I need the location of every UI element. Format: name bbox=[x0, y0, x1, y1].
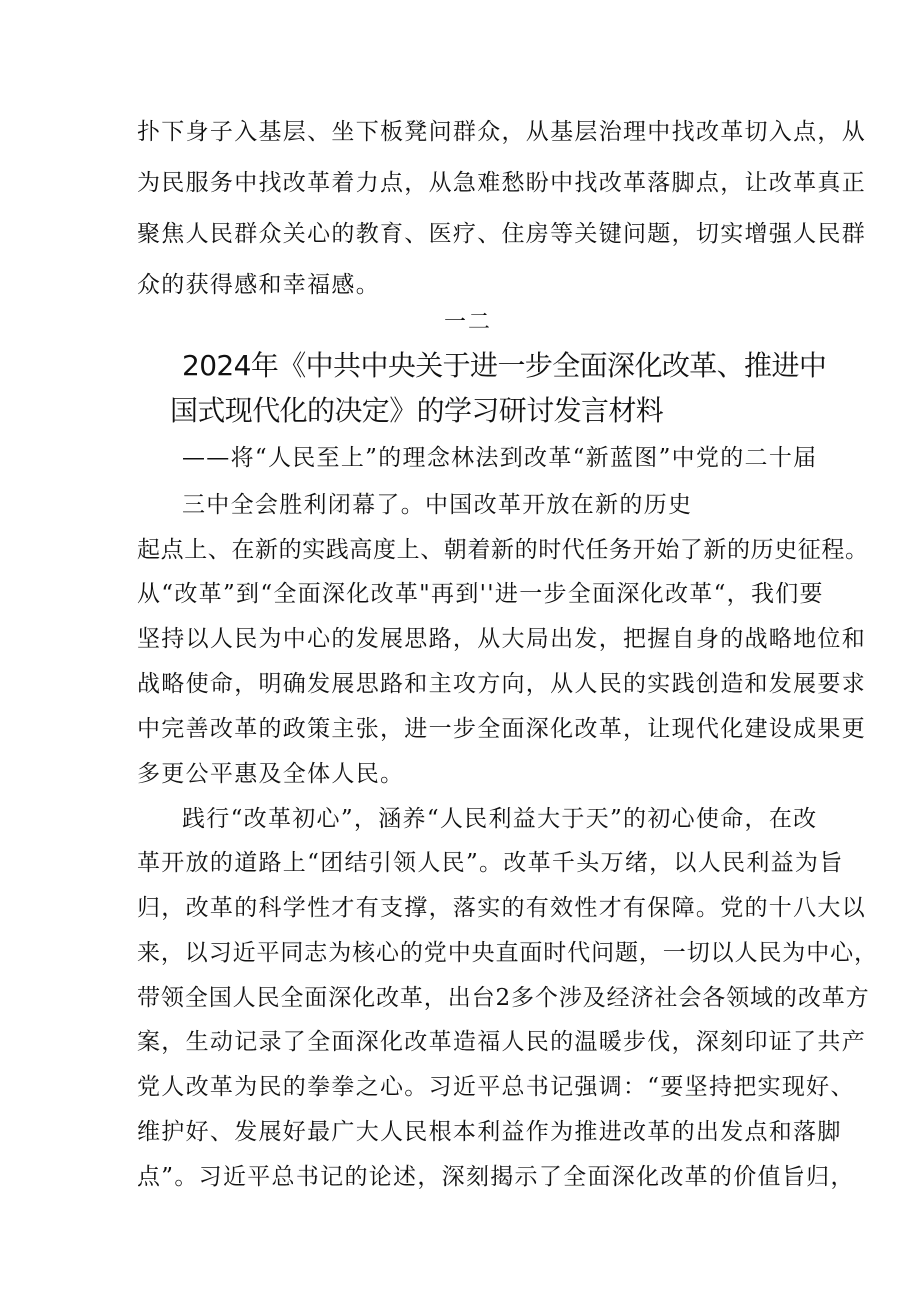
text-line: 众的获得感和幸福感。 bbox=[137, 272, 380, 298]
text-line: 维护好、发展好最广大人民根本利益作为推进改革的出发点和落脚 bbox=[137, 1119, 842, 1145]
text-line: 从“改革”到“全面深化改革"再到''进一步全面深化改革“，我们要 bbox=[137, 581, 824, 607]
text-line: 归，改革的科学性才有支撑，落实的有效性才有保障。党的十八大以 bbox=[137, 895, 866, 921]
text-line: 为民服务中找改革着力点，从急难愁盼中找改革落脚点，让改革真正 bbox=[137, 170, 866, 196]
text-line: 践行“改革初心”，涵养“人民利益大于天”的初心使命，在改 bbox=[182, 806, 818, 832]
text-line: 聚焦人民群众关心的教育、医疗、住房等关键问题，切实增强人民群 bbox=[137, 221, 866, 247]
text-line: 扑下身子入基层、坐下板凳问群众，从基层治理中找改革切入点，从 bbox=[137, 119, 866, 145]
text-line: 多更公平惠及全体人民。 bbox=[137, 761, 405, 787]
text-line: 案，生动记录了全面深化改革造福人民的温暖步伐，深刻印证了共产 bbox=[137, 1029, 866, 1055]
text-line: 点”。习近平总书记的论述，深刻揭示了全面深化改革的价值旨归， bbox=[137, 1164, 855, 1190]
text-line: 来，以习近平同志为核心的党中央直面时代问题，一切以人民为中心， bbox=[137, 940, 878, 966]
title-line: 2024年《中共中央关于进一步全面深化改革、推进中 bbox=[182, 349, 827, 382]
text-line: 带领全国人民全面深化改革，出台2多个涉及经济社会各领域的改革方 bbox=[137, 985, 870, 1011]
title-line: 国式现代化的决定》的学习研讨发言材料 bbox=[170, 394, 664, 427]
section-number: 一二 bbox=[444, 310, 493, 335]
text-line: 中完善改革的政策主张，进一步全面深化改革，让现代化建设成果更 bbox=[137, 716, 866, 742]
section-subtitle: ——将“人民至上”的理念林法到改革“新蓝图”中党的二十届 bbox=[182, 445, 818, 471]
text-line: 革开放的道路上“团结引领人民”。改革千头万绪，以人民利益为旨 bbox=[137, 850, 844, 876]
text-line: 坚持以人民为中心的发展思路，从大局出发，把握自身的战略地位和 bbox=[137, 626, 866, 652]
text-line: 起点上、在新的实践高度上、朝着新的时代任务开始了新的历史征程。 bbox=[137, 537, 869, 563]
text-line: 党人改革为民的拳拳之心。习近平总书记强调：“要坚持把实现好、 bbox=[137, 1074, 855, 1100]
text-line: 战略使命，明确发展思路和主攻方向，从人民的实践创造和发展要求 bbox=[137, 671, 866, 697]
text-line: 三中全会胜利闭幕了。中国改革开放在新的历史 bbox=[182, 492, 693, 518]
